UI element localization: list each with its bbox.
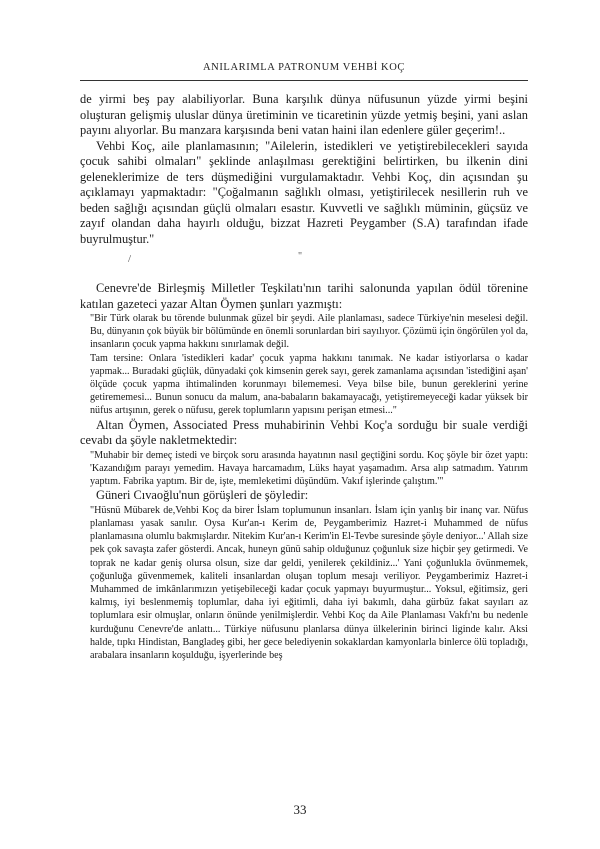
page-number: 33 xyxy=(293,802,307,817)
quote-1: "Bir Türk olarak bu törende bulunmak güzel bir şeydi. Aile planlaması, sadece Türkiye'nin meselesi değil. Bu, dünyanın çok büyük bir bölümünde en önemli sorunlardan biri sayılıyor. Çözümü için öngörülen yol da, insanların çocuk yapma hakkını sınırlamak değil. xyxy=(90,313,528,351)
section-separator xyxy=(80,247,528,281)
running-header: ANILARIMLA PATRONUM VEHBİ KOÇ xyxy=(202,62,406,73)
separator-mark-center: " xyxy=(298,251,303,262)
page-body xyxy=(80,92,528,662)
paragraph-2: Vehbi Koç, aile planlamasının; "Ailelerin, istedikleri ve yetiştirebilecekleri sayıda çocuk sahibi olmaları" şeklinde anlaşılması gerektiğini belirtirken, bu ilkenin dini geleneklerimize de ters düşmediğini vurgulamaktadır. Vehbi Koç, din açısından şu açıklamayı yapmaktadır: "Çoğalmanın sağlıklı olması, yetiştirilecek nesillerin ruh ve beden sağlığı açısından güçlü olmaları esastır. Kuvvetli ve sağlıklı müminin, güçsüz ve zayıf olandan daha hayırlı olduğu, bizzat Hazreti Peygamber (S.A) tarafından ifade buyrulmuştur." xyxy=(80,138,528,246)
header-rule xyxy=(80,80,528,81)
quote-3: "Muhabir bir demeç istedi ve birçok soru arasında hayatının nasıl geçtiğini sordu. Koç şöyle bir özet yaptı: 'Kazandığım parayı yemedim. Havaya harcamadım, Lüks hayat yaşamadım. Arsa alıp satmadım. Yatırım yaptım. Fabrika yaptım. Bir de, işte, memleketimi düşündüm. Vakıf işlerinde çalıştım.'" xyxy=(90,449,528,488)
paragraph-1: de yirmi beş pay alabiliyorlar. Buna karşılık dünya nüfusunun yüzde yirmi beşini oluşturan gelişmiş uluslar dünya üretiminin ve ticaretinin yüzde yetmiş beşini, yani aslan payını alıyorlar. Bu manzara karşısında beni vatan haini ilan edenlere güler geçerim!.. xyxy=(80,92,528,137)
paragraph-5: Güneri Cıvaoğlu'nun görüşleri de şöyledir: xyxy=(96,488,309,503)
separator-mark-left: / xyxy=(128,253,132,265)
paragraph-4: Altan Öymen, Associated Press muhabirinin Vehbi Koç'a sorduğu bir suale verdiği cevabı da şöyle nakletmektedir: xyxy=(80,417,528,448)
quote-4: "Hüsnü Mübarek de,Vehbi Koç da birer İslam toplumunun insanları. İslam için yanlış bir inanç var. Nüfus planlaması yasak sanılır. Oysa Kur'an-ı Kerim de, Peygamberimiz Hazret-i Muhammed de nüfus planlamasına olumlu bakmışlardır. Nitekim Kur'an-ı Kerim'in El-Tevbe suresinde şöyle deniyor...' Allah size pek çok savaşta zafer gösterdi. Ancak, huneyn günü sahip olduğunuz çoğunluk size hiçbir şey getirmedi. Ve toprak ne kadar geniş olursa olsun, size dar geldi, yenilerek çekildiniz...' Yani çoğunlukla övünmemek, çoğunluğa güvenmemek, kaliteli insanlardan oluşan toplum mesajı veriliyor. Peygamberimiz Hazret-i Muhammed de imkânlarımızın yetişebileceği kadar çocuk yapmayı buyurmuştur... Yoksul, eğitimsiz, geri kalmış, iyi beslenmemiş toplumlar, daha iyi eğitimli, daha iyi bakımlı, daha gürbüz fakat sayıları az toplumlara esir olmuşlar, onların önünde yenilmişlerdir. Vehbi Koç da Aile Planlaması Vakfı'nı bu nedenle kurduğunu Cenevre'de anlattı... Türkiye nüfusunu planlarsa dünya ülkelerinin birinci liginde kalır. Aksi halde, tıpkı Hindistan, Bangladeş gibi, her gece belediyenin sokaklardan kamyonlarla binlerce ölü topladığı, arabalara insanların koşulduğu, işyerlerinde beş xyxy=(90,504,528,661)
paragraph-3: Cenevre'de Birleşmiş Milletler Teşkilatı'nın tarihi salonunda yapılan ödül törenine katılan gazeteci yazar Altan Öymen şunları yazmıştı: xyxy=(80,281,528,311)
quote-2: Tam tersine: Onlara 'istedikleri kadar' çocuk yapma hakkını tanımak. Ne kadar istiyorlarsa o kadar yapmak... Buradaki güçlük, dünyadaki çok kimsenin gerek sayı, gerek zamanlama açısından 'istediğini aşan' ölçüde çocuk yapma ihtimalinden korunmayı bilememesi. Veya bilse bile, bunun gereklerini yerine getirememesi... Bunun sonucu da malum, ana-babaların bakamayacağı, yetiştiremeyeceği kadar yüksek bir nüfus artışının, gerek o nüfusu, gerek toplumların yapısını perişan etmesi..." xyxy=(90,352,528,417)
